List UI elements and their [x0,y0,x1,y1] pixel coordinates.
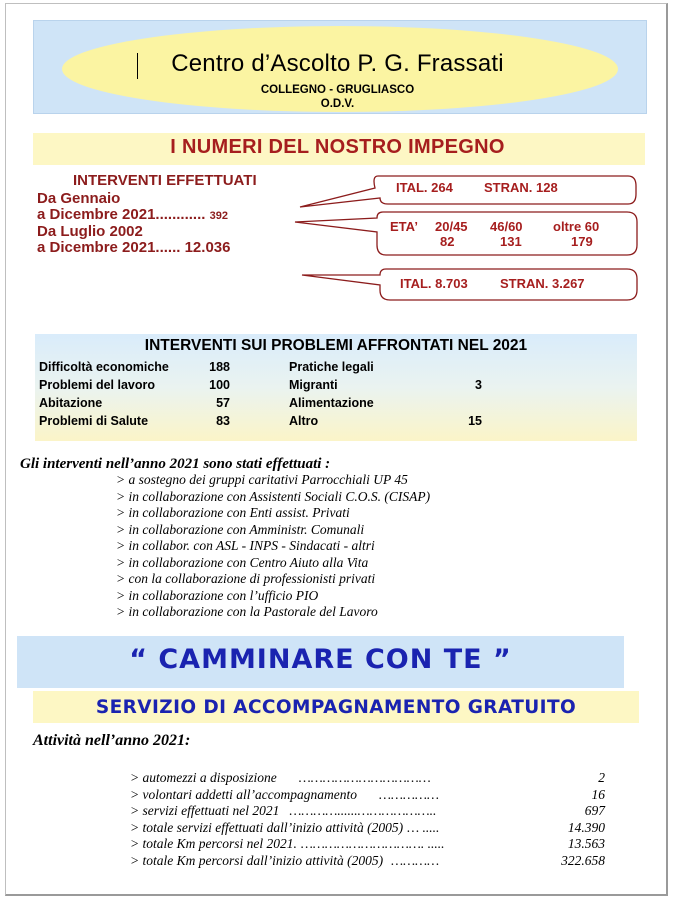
problem-value: 100 [209,378,230,392]
collaboration-item: > in collaborazione con Assistenti Sociali C.O.S. (CISAP) [116,489,431,504]
callout-3 [302,269,637,300]
problem-value: 57 [216,396,230,410]
problem-label: Migranti [289,378,338,392]
stat-row [130,853,439,869]
stat-label: > totale Km percorsi nel 2021. [130,836,297,851]
stat-value: 322.658 [561,853,605,868]
callout2-group2-value: 131 [500,234,522,249]
stat-label: > totale Km percorsi dall’inizio attività (2005) [130,853,384,868]
stat-row [130,787,439,803]
stat-value: 2 [598,770,605,785]
collaboration-item: > in collabor. con ASL - INPS - Sindacati - altri [116,538,375,553]
stat-label: > volontari addetti all’accompagnamento [130,787,357,802]
collaboration-item: > a sostegno dei gruppi caritativi Parrocchiali UP 45 [116,472,408,487]
stat-dots: …………………………. ..... [300,836,445,851]
problem-label: Alimentazione [289,396,374,410]
period1-line1: Da Gennaio [37,190,121,207]
collaboration-item: > in collaborazione con Centro Aiuto alla Vita [116,555,369,570]
stat-dots: … ..... [407,820,440,835]
stat-dots: …………………………… [298,770,431,785]
service-title: SERVIZIO DI ACCOMPAGNAMENTO GRATUITO [95,697,577,718]
campaign-title: “ CAMMINARE CON TE ” [129,644,512,675]
problem-label: Difficoltà economiche [39,360,169,374]
collaboration-item: > in collaborazione con Enti assist. Privati [116,505,350,520]
period2-value: 12.036 [184,239,231,256]
callout3-stran: STRAN. 3.267 [500,276,585,291]
problem-value: 15 [468,414,482,428]
stat-row [130,836,445,852]
stat-label: > servizi effettuati nel 2021 [130,803,280,818]
callout2-group1-value: 82 [440,234,455,249]
period2-line1: Da Luglio 2002 [37,223,143,240]
city-line: COLLEGNO - GRUGLIASCO [260,84,415,96]
activity-label: Attività nell’anno 2021: [33,732,191,749]
problems-title: INTERVENTI SUI PROBLEMI AFFRONTATI NEL 2021 [144,337,528,354]
collaboration-item: > con la collaborazione di professionisti privati [116,571,376,586]
stat-value: 14.390 [567,820,605,835]
stat-dots: …………… [378,787,439,802]
problem-label: Problemi di Salute [39,414,149,428]
callout-1 [300,176,636,207]
stat-label: > automezzi a disposizione [130,770,277,785]
problem-value: 3 [475,378,482,392]
problem-label: Altro [289,414,319,428]
center-name: Centro d’Ascolto P. G. Frassati [171,50,504,77]
callout2-age-label: ETA’ [390,219,418,234]
collaboration-item: > in collaborazione con Amministr. Comunali [116,522,365,537]
stat-row [130,770,431,786]
numbers-title: I NUMERI DEL NOSTRO IMPEGNO [170,136,505,158]
callout2-group1-label: 20/45 [435,219,468,234]
problem-value: 188 [209,360,230,374]
problem-label: Abitazione [39,396,103,410]
collaboration-item: > in collaborazione con la Pastorale del Lavoro [116,604,378,619]
stat-row [130,803,436,819]
period2-text: a Dicembre 2021...... [37,239,181,256]
callout1-ital: ITAL. 264 [396,180,453,195]
problem-value: 83 [216,414,230,428]
callout3-ital: ITAL. 8.703 [400,276,468,291]
callout2-group2-label: 46/60 [490,219,523,234]
callout-shapes [0,0,675,320]
stat-value: 13.563 [567,836,605,851]
period1-text: a Dicembre 2021............ [37,206,206,223]
stat-dots: ………… [391,853,440,868]
stat-label: > totale servizi effettuati dall’inizio attività (2005) [130,820,404,835]
stat-dots: …………......……………….. [289,803,437,818]
stat-row [130,820,439,836]
callout2-group3-value: 179 [571,234,593,249]
problem-label: Pratiche legali [289,360,374,374]
callout1-stran: STRAN. 128 [484,180,558,195]
stat-value: 16 [591,787,605,802]
period1-value: 392 [209,210,228,222]
callout2-group3-label: oltre 60 [553,219,600,234]
stat-value: 697 [584,803,605,818]
problem-label: Problemi del lavoro [39,378,156,392]
org-type: O.D.V. [320,98,355,110]
interventions-title: INTERVENTI EFFETTUATI [73,172,257,189]
collaboration-item: > in collaborazione con l’ufficio PIO [116,588,319,603]
collaborations-intro: Gli interventi nell’anno 2021 sono stati effettuati : [20,456,331,472]
